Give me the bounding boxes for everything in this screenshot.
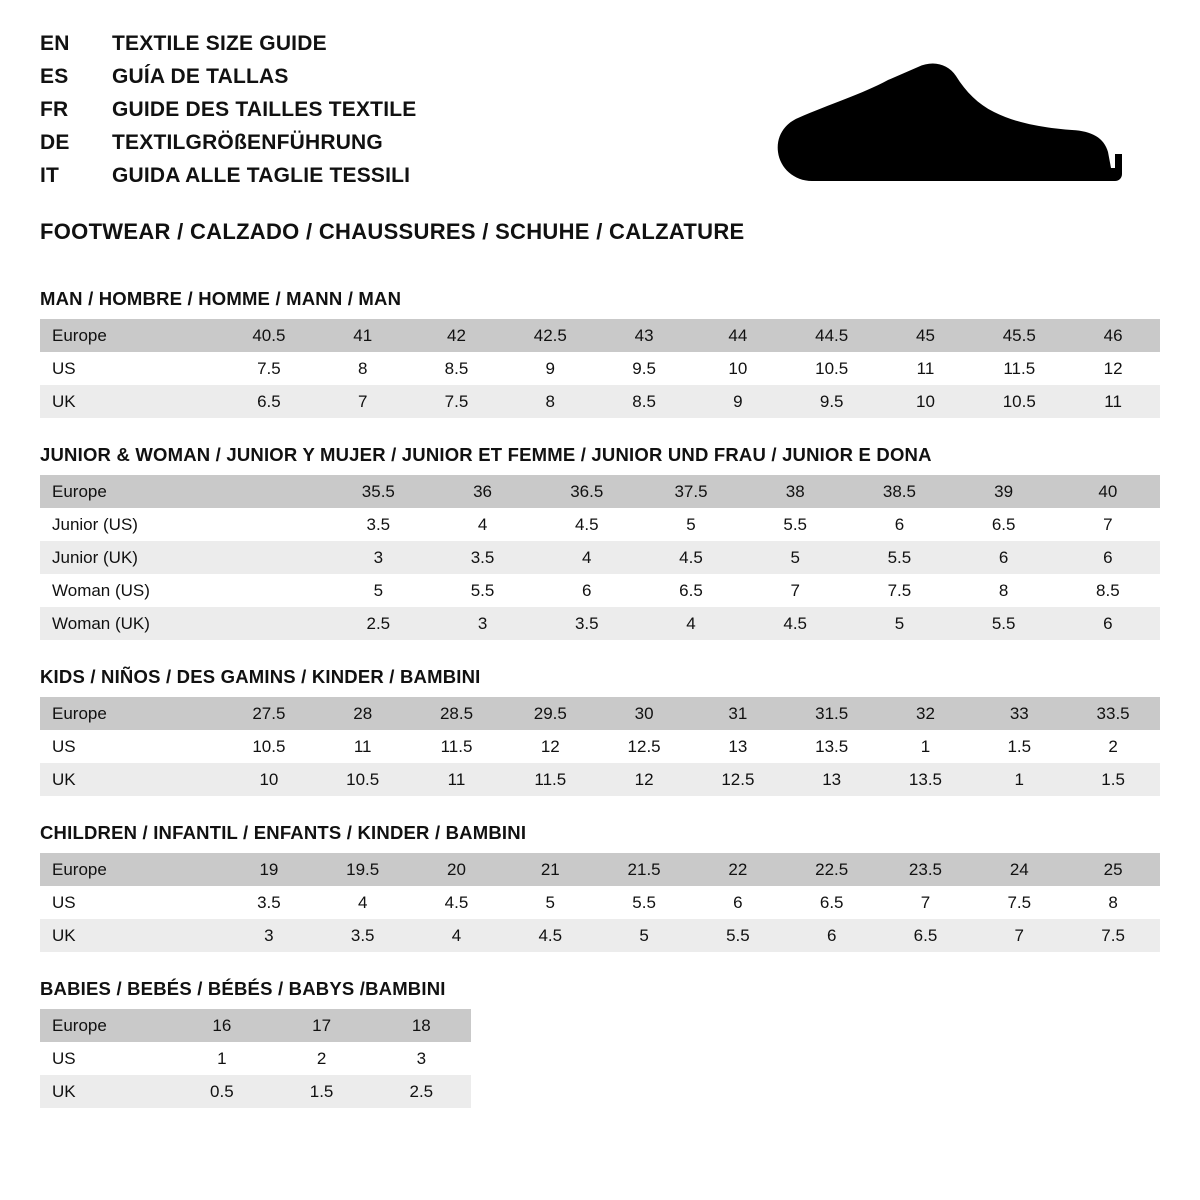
cell: 32 bbox=[879, 697, 973, 730]
cell: 40 bbox=[1056, 475, 1160, 508]
cell: 3.5 bbox=[316, 919, 410, 952]
table-row bbox=[40, 1075, 471, 1108]
cell: 16 bbox=[172, 1009, 272, 1042]
cell: 3 bbox=[222, 919, 316, 952]
row-label: Europe bbox=[40, 697, 222, 730]
cell: 44.5 bbox=[785, 319, 879, 352]
cell: 20 bbox=[410, 853, 504, 886]
language-code: EN bbox=[40, 32, 70, 55]
cell: 45 bbox=[879, 319, 973, 352]
row-label: Europe bbox=[40, 853, 222, 886]
cell: 1.5 bbox=[272, 1075, 372, 1108]
table-block-children bbox=[40, 822, 1160, 952]
cell: 8.5 bbox=[1056, 574, 1160, 607]
cell bbox=[222, 574, 326, 607]
cell: 1.5 bbox=[972, 730, 1066, 763]
row-label: Junior (US) bbox=[40, 508, 222, 541]
cell: 5.5 bbox=[597, 886, 691, 919]
cell: 35.5 bbox=[326, 475, 430, 508]
language-title: GUIDE DES TAILLES TEXTILE bbox=[112, 98, 417, 121]
language-code: IT bbox=[40, 164, 60, 187]
table-block-man bbox=[40, 288, 1160, 418]
cell: 6 bbox=[847, 508, 951, 541]
cell: 1 bbox=[172, 1042, 272, 1075]
cell: 8 bbox=[503, 385, 597, 418]
cell: 11 bbox=[410, 763, 504, 796]
table-title: CHILDREN / INFANTIL / ENFANTS / KINDER / BAMBINI bbox=[40, 822, 527, 843]
table-row bbox=[40, 697, 1160, 730]
cell: 23.5 bbox=[879, 853, 973, 886]
cell: 8 bbox=[316, 352, 410, 385]
cell: 2.5 bbox=[326, 607, 430, 640]
cell: 7.5 bbox=[222, 352, 316, 385]
language-code: ES bbox=[40, 65, 69, 88]
cell: 45.5 bbox=[972, 319, 1066, 352]
cell: 7.5 bbox=[410, 385, 504, 418]
cell: 25 bbox=[1066, 853, 1160, 886]
cell: 9.5 bbox=[597, 352, 691, 385]
cell: 22 bbox=[691, 853, 785, 886]
cell: 40.5 bbox=[222, 319, 316, 352]
table-title: JUNIOR & WOMAN / JUNIOR Y MUJER / JUNIOR ET FEMME / JUNIOR UND FRAU / JUNIOR E DONA bbox=[40, 444, 932, 465]
row-label: Europe bbox=[40, 475, 222, 508]
cell: 12 bbox=[503, 730, 597, 763]
cell: 19 bbox=[222, 853, 316, 886]
cell: 2.5 bbox=[371, 1075, 471, 1108]
cell: 1 bbox=[972, 763, 1066, 796]
cell: 42 bbox=[410, 319, 504, 352]
table-row bbox=[40, 1009, 471, 1042]
cell bbox=[222, 508, 326, 541]
cell: 5.5 bbox=[743, 508, 847, 541]
cell: 3 bbox=[371, 1042, 471, 1075]
cell: 3 bbox=[430, 607, 534, 640]
cell: 4.5 bbox=[639, 541, 743, 574]
cell: 13.5 bbox=[785, 730, 879, 763]
language-row bbox=[40, 164, 800, 197]
row-label: UK bbox=[40, 763, 222, 796]
cell: 11 bbox=[879, 352, 973, 385]
table-block-kids bbox=[40, 666, 1160, 796]
table-row bbox=[40, 919, 1160, 952]
page-header bbox=[40, 32, 1160, 262]
cell: 13 bbox=[691, 730, 785, 763]
language-row bbox=[40, 65, 800, 98]
cell: 4 bbox=[535, 541, 639, 574]
cell: 1.5 bbox=[1066, 763, 1160, 796]
cell: 6 bbox=[1056, 607, 1160, 640]
cell: 44 bbox=[691, 319, 785, 352]
table-row bbox=[40, 1042, 471, 1075]
table-row bbox=[40, 508, 1160, 541]
cell: 30 bbox=[597, 697, 691, 730]
cell: 3.5 bbox=[326, 508, 430, 541]
cell: 6.5 bbox=[879, 919, 973, 952]
cell: 6.5 bbox=[952, 508, 1056, 541]
row-label: US bbox=[40, 886, 222, 919]
cell: 13.5 bbox=[879, 763, 973, 796]
cell: 2 bbox=[272, 1042, 372, 1075]
cell: 11 bbox=[1066, 385, 1160, 418]
cell: 28 bbox=[316, 697, 410, 730]
table-row bbox=[40, 475, 1160, 508]
cell: 41 bbox=[316, 319, 410, 352]
cell: 12.5 bbox=[691, 763, 785, 796]
table-title: KIDS / NIÑOS / DES GAMINS / KINDER / BAMBINI bbox=[40, 666, 481, 687]
cell: 39 bbox=[952, 475, 1056, 508]
cell: 10.5 bbox=[972, 385, 1066, 418]
cell: 3 bbox=[326, 541, 430, 574]
cell: 5.5 bbox=[952, 607, 1056, 640]
cell: 38.5 bbox=[847, 475, 951, 508]
row-label: Europe bbox=[40, 319, 222, 352]
size-table-kids bbox=[40, 697, 1160, 796]
cell: 31 bbox=[691, 697, 785, 730]
cell: 7 bbox=[879, 886, 973, 919]
language-row bbox=[40, 98, 800, 131]
cell: 10.5 bbox=[222, 730, 316, 763]
size-table-junior-woman bbox=[40, 475, 1160, 640]
cell: 12 bbox=[1066, 352, 1160, 385]
cell: 7 bbox=[316, 385, 410, 418]
cell: 33.5 bbox=[1066, 697, 1160, 730]
cell: 9.5 bbox=[785, 385, 879, 418]
cell: 4 bbox=[316, 886, 410, 919]
cell: 7.5 bbox=[1066, 919, 1160, 952]
cell: 33 bbox=[972, 697, 1066, 730]
cell: 5 bbox=[639, 508, 743, 541]
cell: 5.5 bbox=[430, 574, 534, 607]
cell: 3.5 bbox=[222, 886, 316, 919]
row-label: Junior (UK) bbox=[40, 541, 222, 574]
cell: 5 bbox=[326, 574, 430, 607]
row-label: Europe bbox=[40, 1009, 172, 1042]
table-row bbox=[40, 886, 1160, 919]
row-label: Woman (UK) bbox=[40, 607, 222, 640]
row-label: UK bbox=[40, 385, 222, 418]
cell: 6 bbox=[691, 886, 785, 919]
table-row bbox=[40, 730, 1160, 763]
size-table-babies bbox=[40, 1009, 471, 1108]
cell: 27.5 bbox=[222, 697, 316, 730]
cell: 38 bbox=[743, 475, 847, 508]
cell: 10 bbox=[691, 352, 785, 385]
cell: 6.5 bbox=[639, 574, 743, 607]
cell: 12.5 bbox=[597, 730, 691, 763]
row-label: UK bbox=[40, 1075, 172, 1108]
cell: 5 bbox=[597, 919, 691, 952]
cell: 4.5 bbox=[410, 886, 504, 919]
size-table-children bbox=[40, 853, 1160, 952]
table-row bbox=[40, 352, 1160, 385]
cell: 6.5 bbox=[785, 886, 879, 919]
cell: 22.5 bbox=[785, 853, 879, 886]
cell: 4 bbox=[639, 607, 743, 640]
cell: 12 bbox=[597, 763, 691, 796]
cell bbox=[222, 607, 326, 640]
language-code: DE bbox=[40, 131, 70, 154]
cell: 6 bbox=[785, 919, 879, 952]
cell: 28.5 bbox=[410, 697, 504, 730]
table-row bbox=[40, 541, 1160, 574]
cell: 4.5 bbox=[503, 919, 597, 952]
cell: 10 bbox=[879, 385, 973, 418]
cell: 18 bbox=[371, 1009, 471, 1042]
cell: 11.5 bbox=[972, 352, 1066, 385]
cell: 43 bbox=[597, 319, 691, 352]
cell: 21 bbox=[503, 853, 597, 886]
cell: 3.5 bbox=[535, 607, 639, 640]
language-title-list bbox=[40, 32, 800, 245]
cell: 21.5 bbox=[597, 853, 691, 886]
cell: 10.5 bbox=[316, 763, 410, 796]
cell: 5.5 bbox=[847, 541, 951, 574]
dress-shoe-icon bbox=[770, 42, 1130, 192]
cell: 11 bbox=[316, 730, 410, 763]
cell: 31.5 bbox=[785, 697, 879, 730]
cell: 4 bbox=[430, 508, 534, 541]
cell: 5 bbox=[743, 541, 847, 574]
cell: 7 bbox=[1056, 508, 1160, 541]
table-title: BABIES / BEBÉS / BÉBÉS / BABYS /BAMBINI bbox=[40, 978, 446, 999]
cell: 5.5 bbox=[691, 919, 785, 952]
cell: 6 bbox=[535, 574, 639, 607]
table-title: MAN / HOMBRE / HOMME / MANN / MAN bbox=[40, 288, 402, 309]
cell: 4.5 bbox=[743, 607, 847, 640]
cell: 7 bbox=[743, 574, 847, 607]
cell bbox=[222, 541, 326, 574]
cell: 6 bbox=[952, 541, 1056, 574]
cell: 8 bbox=[952, 574, 1056, 607]
cell bbox=[222, 475, 326, 508]
row-label: US bbox=[40, 352, 222, 385]
cell: 4 bbox=[410, 919, 504, 952]
cell: 17 bbox=[272, 1009, 372, 1042]
cell: 19.5 bbox=[316, 853, 410, 886]
cell: 42.5 bbox=[503, 319, 597, 352]
cell: 8.5 bbox=[410, 352, 504, 385]
cell: 4.5 bbox=[535, 508, 639, 541]
cell: 10.5 bbox=[785, 352, 879, 385]
language-row bbox=[40, 131, 800, 164]
cell: 11.5 bbox=[410, 730, 504, 763]
table-row bbox=[40, 763, 1160, 796]
cell: 36 bbox=[430, 475, 534, 508]
table-row bbox=[40, 607, 1160, 640]
table-block-babies bbox=[40, 978, 1160, 1108]
cell: 7.5 bbox=[972, 886, 1066, 919]
row-label: US bbox=[40, 1042, 172, 1075]
table-row bbox=[40, 574, 1160, 607]
cell: 3.5 bbox=[430, 541, 534, 574]
language-title: TEXTILGRÖßENFÜHRUNG bbox=[112, 131, 383, 154]
cell: 7.5 bbox=[847, 574, 951, 607]
table-row bbox=[40, 385, 1160, 418]
cell: 37.5 bbox=[639, 475, 743, 508]
language-row bbox=[40, 32, 800, 65]
language-title: TEXTILE SIZE GUIDE bbox=[112, 32, 327, 55]
language-title: GUIDA ALLE TAGLIE TESSILI bbox=[112, 164, 411, 187]
cell: 5 bbox=[503, 886, 597, 919]
row-label: Woman (US) bbox=[40, 574, 222, 607]
cell: 5 bbox=[847, 607, 951, 640]
cell: 8 bbox=[1066, 886, 1160, 919]
cell: 6.5 bbox=[222, 385, 316, 418]
language-code: FR bbox=[40, 98, 69, 121]
cell: 11.5 bbox=[503, 763, 597, 796]
table-row bbox=[40, 319, 1160, 352]
row-label: UK bbox=[40, 919, 222, 952]
row-label: US bbox=[40, 730, 222, 763]
cell: 9 bbox=[691, 385, 785, 418]
language-title: GUÍA DE TALLAS bbox=[112, 65, 289, 88]
cell: 7 bbox=[972, 919, 1066, 952]
cell: 29.5 bbox=[503, 697, 597, 730]
category-title: FOOTWEAR / CALZADO / CHAUSSURES / SCHUHE / CALZATURE bbox=[40, 219, 745, 244]
cell: 1 bbox=[879, 730, 973, 763]
cell: 8.5 bbox=[597, 385, 691, 418]
cell: 9 bbox=[503, 352, 597, 385]
cell: 36.5 bbox=[535, 475, 639, 508]
cell: 10 bbox=[222, 763, 316, 796]
cell: 13 bbox=[785, 763, 879, 796]
table-row bbox=[40, 853, 1160, 886]
cell: 2 bbox=[1066, 730, 1160, 763]
cell: 6 bbox=[1056, 541, 1160, 574]
cell: 0.5 bbox=[172, 1075, 272, 1108]
cell: 46 bbox=[1066, 319, 1160, 352]
size-table-man bbox=[40, 319, 1160, 418]
cell: 24 bbox=[972, 853, 1066, 886]
table-block-junior-woman bbox=[40, 444, 1160, 640]
